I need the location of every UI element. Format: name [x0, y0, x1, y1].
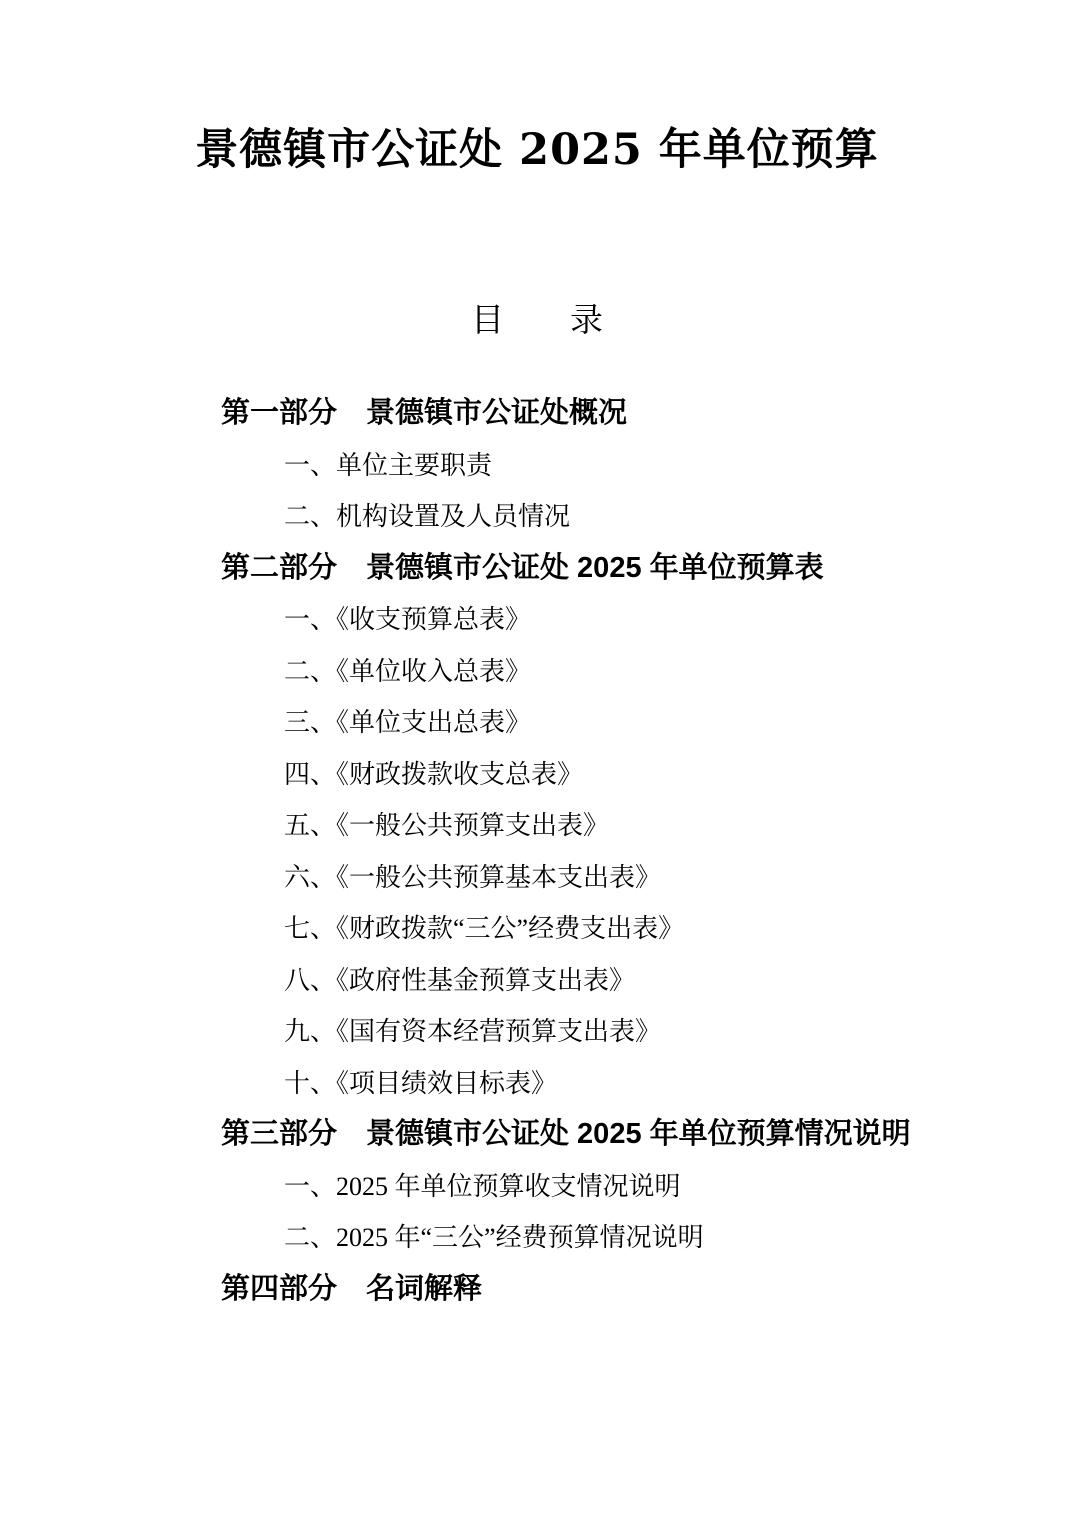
- toc-heading: 目 录: [471, 303, 603, 339]
- toc-item: 二、机构设置及人员情况: [284, 502, 571, 531]
- toc-item: 九、《国有资本经营预算支出表》: [284, 1017, 662, 1046]
- toc-list: [0, 388, 1074, 1315]
- toc-item: 十、《项目绩效目标表》: [284, 1068, 558, 1098]
- toc-part-heading: 第一部分 景德镇市公证处概况: [221, 397, 628, 429]
- toc-item: 一、单位主要职责: [284, 450, 493, 480]
- toc-item: 六、《一般公共预算基本支出表》: [284, 862, 662, 892]
- toc-item: 七、《财政拨款“三公”经费支出表》: [284, 914, 685, 943]
- toc-item: 二、2025 年“三公”经费预算情况说明: [284, 1223, 704, 1252]
- toc-part-heading: 第三部分 景德镇市公证处 2025 年单位预算情况说明: [221, 1118, 911, 1150]
- toc-part-heading: 第四部分 名词解释: [221, 1272, 483, 1305]
- toc-part-heading: 第二部分 景德镇市公证处 2025 年单位预算表: [221, 551, 824, 584]
- toc-item: 四、《财政拨款收支总表》: [284, 759, 584, 789]
- toc-item: 五、《一般公共预算支出表》: [284, 811, 610, 840]
- toc-item: 三、《单位支出总表》: [284, 708, 532, 737]
- toc-item: 一、2025 年单位预算收支情况说明: [284, 1171, 681, 1201]
- toc-item: 一、《收支预算总表》: [284, 605, 532, 634]
- toc-item: 八、《政府性基金预算支出表》: [284, 965, 636, 995]
- toc-item: 二、《单位收入总表》: [284, 656, 532, 686]
- document-title: 景德镇市公证处 2025 年单位预算: [195, 125, 879, 175]
